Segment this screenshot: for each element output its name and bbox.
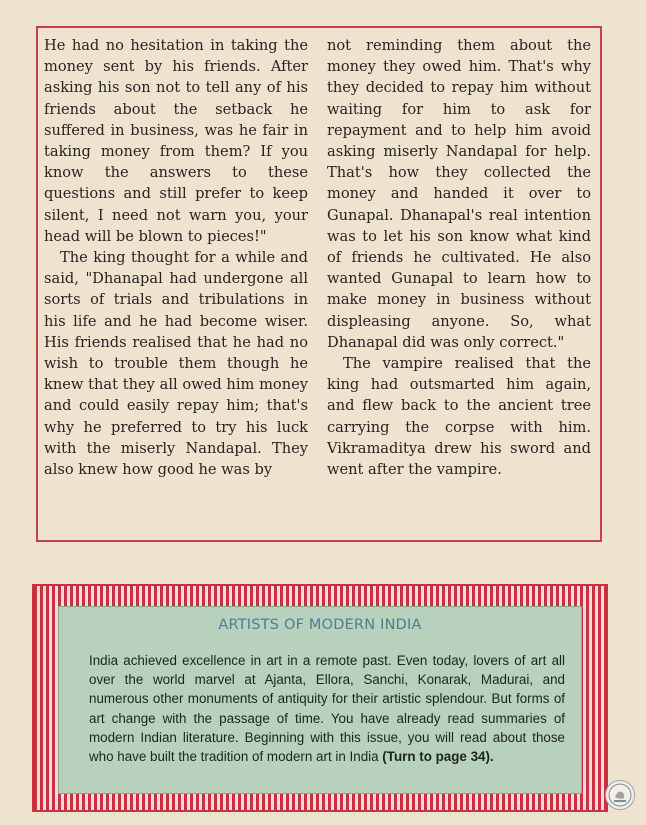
- artists-panel-text: India achieved excellence in art in a remote past. Even today, lovers of art all over the world marvel at Ajanta, Ellora, Sanchi, Konarak, Madurai, and numerous other monuments of antiquity for their artistic splendour. But forms of art change with the passage of time. You have already read summaries of modern Indian literature. Beginning with this issue, you will read about those who have built the tradition of modern art in India: [89, 653, 565, 765]
- library-seal-icon: [605, 780, 635, 810]
- story-paragraph: The vampire realised that the king had outsmarted him again, and flew back to the ancient tree carrying the corpse with him. Vikramaditya drew his sword and went after the vampire.: [327, 355, 591, 479]
- story-paragraph: not reminding them about the money they owed him. That's why they decided to repay him without waiting for him to ask for repayment and to help him avoid asking miserly Nandapal for help. That's how they collected the money and handed it over to Gunapal. Dhanapal's real intention was to let his son know what kind of friends he cultivated. He also wanted Gunapal to learn how to make money in business without displeasing anyone. So, what Dhanapal did was only correct.": [327, 37, 591, 351]
- artists-panel-title: ARTISTS OF MODERN INDIA: [218, 617, 422, 633]
- story-right-column: [327, 35, 591, 480]
- artists-panel-body: [89, 651, 565, 766]
- story-paragraph: He had no hesitation in taking the money sent by his friends. After asking his son not to tell any of his friends about the setback he suffered in business, was he fair in taking money from them? If you know the answers to these questions and still prefer to keep silent, I need not warn you, your head will be blown to pieces!": [44, 37, 308, 245]
- seal-emblem-icon: [606, 781, 634, 809]
- artists-panel-frame: [32, 584, 608, 812]
- artists-panel: [58, 606, 582, 794]
- story-text-box: [36, 26, 602, 542]
- story-left-column: [44, 35, 308, 480]
- story-paragraph: The king thought for a while and said, "Dhanapal had undergone all sorts of trials and tribulations in his life and he had become wiser. His friends realised that he had no wish to trouble them though he knew that they all owed him money and could easily repay him; that's why he preferred to try his luck with the miserly Nandapal. They also knew how good he was by: [44, 249, 308, 479]
- page-reference: (Turn to page 34).: [382, 749, 494, 765]
